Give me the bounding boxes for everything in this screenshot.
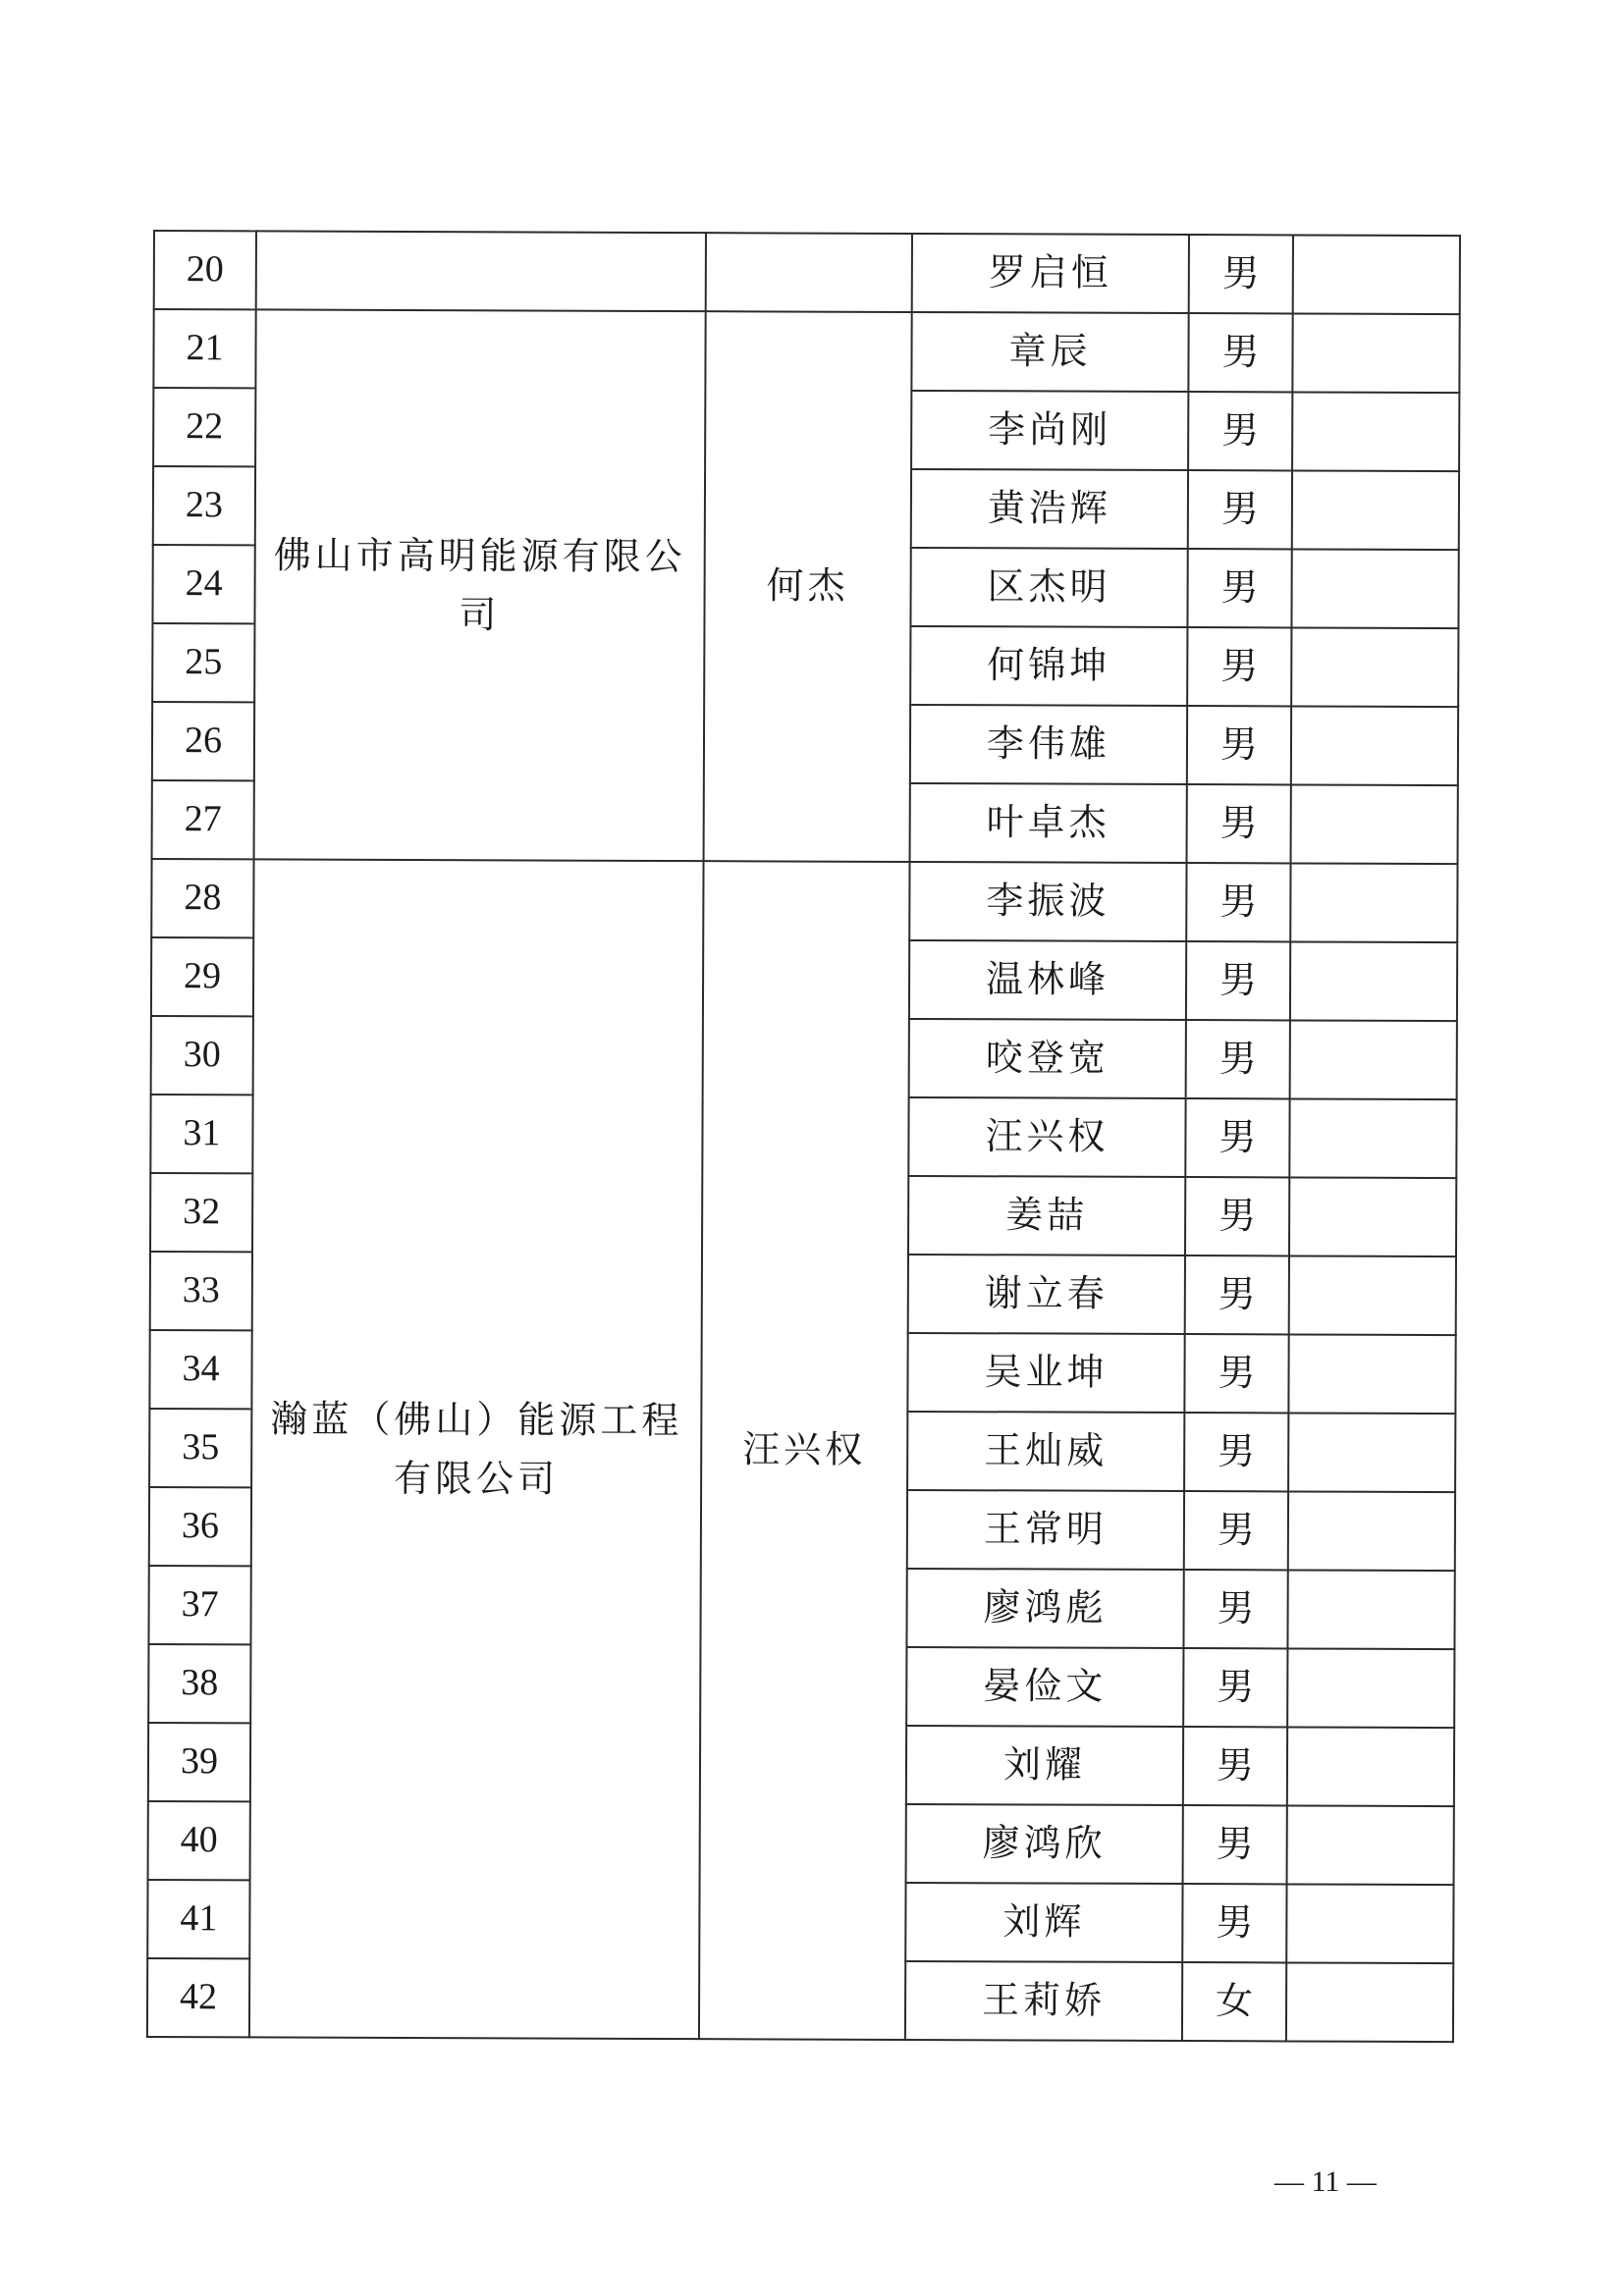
gender-cell: 男 xyxy=(1182,1884,1286,1962)
table-row xyxy=(151,859,1457,942)
gender-cell: 男 xyxy=(1184,1491,1288,1570)
remark-cell xyxy=(1287,1648,1454,1728)
name-cell: 刘辉 xyxy=(905,1883,1182,1962)
gender-cell: 男 xyxy=(1183,1727,1287,1805)
leader-cell: 何杰 xyxy=(704,311,912,862)
remark-cell xyxy=(1287,1727,1454,1806)
name-cell: 廖鸿欣 xyxy=(906,1804,1183,1884)
gender-cell: 男 xyxy=(1186,863,1290,941)
remark-cell xyxy=(1291,706,1458,785)
name-cell: 叶卓杰 xyxy=(910,783,1187,863)
name-cell: 晏俭文 xyxy=(906,1647,1183,1727)
name-cell: 刘耀 xyxy=(906,1726,1183,1805)
leader-cell: 汪兴权 xyxy=(699,861,910,2040)
row-number: 23 xyxy=(153,466,255,545)
table-body xyxy=(147,231,1460,2042)
gender-cell: 女 xyxy=(1182,1962,1286,2041)
name-cell: 王莉娇 xyxy=(905,1961,1182,2041)
gender-cell: 男 xyxy=(1187,706,1291,784)
row-number: 40 xyxy=(148,1801,250,1880)
remark-cell xyxy=(1292,313,1459,393)
name-cell: 谢立春 xyxy=(908,1255,1185,1334)
remark-cell xyxy=(1288,1334,1455,1414)
name-cell: 李尚刚 xyxy=(911,391,1188,470)
name-cell: 廖鸿彪 xyxy=(906,1569,1183,1648)
remark-cell xyxy=(1290,863,1457,942)
name-cell: 区杰明 xyxy=(910,548,1187,627)
remark-cell xyxy=(1287,1570,1454,1649)
gender-cell: 男 xyxy=(1189,235,1293,313)
row-number: 39 xyxy=(148,1723,250,1801)
row-number: 37 xyxy=(148,1566,250,1644)
remark-cell xyxy=(1287,1805,1454,1885)
gender-cell: 男 xyxy=(1185,1098,1289,1177)
row-number: 32 xyxy=(150,1173,252,1252)
gender-cell: 男 xyxy=(1187,784,1291,863)
leader-cell xyxy=(706,233,912,312)
row-number: 28 xyxy=(151,859,253,937)
name-cell: 罗启恒 xyxy=(912,234,1189,313)
remark-cell xyxy=(1286,1962,1453,2042)
remark-cell xyxy=(1289,1098,1456,1178)
gender-cell: 男 xyxy=(1183,1648,1287,1727)
row-number: 33 xyxy=(150,1252,252,1330)
remark-cell xyxy=(1293,235,1460,314)
page-number: — 11 — xyxy=(1274,2165,1377,2198)
name-cell: 章辰 xyxy=(911,312,1188,392)
table-row xyxy=(153,309,1459,393)
name-cell: 李振波 xyxy=(909,862,1186,941)
name-cell: 咬登宽 xyxy=(909,1019,1186,1098)
remark-cell xyxy=(1292,392,1459,471)
row-number: 31 xyxy=(150,1095,252,1173)
remark-cell xyxy=(1288,1491,1455,1571)
remark-cell xyxy=(1292,470,1459,550)
remark-cell xyxy=(1291,784,1458,864)
remark-cell xyxy=(1286,1884,1453,1963)
unit-cell: 佛山市高明能源有限公司 xyxy=(254,309,706,861)
row-number: 29 xyxy=(151,937,253,1016)
row-number: 21 xyxy=(153,309,255,388)
row-number: 41 xyxy=(147,1880,249,1958)
remark-cell xyxy=(1291,627,1458,707)
gender-cell: 男 xyxy=(1188,470,1292,549)
gender-cell: 男 xyxy=(1185,1255,1289,1334)
name-cell: 李伟雄 xyxy=(910,705,1187,784)
unit-cell: 瀚蓝（佛山）能源工程有限公司 xyxy=(249,859,704,2039)
row-number: 34 xyxy=(149,1330,251,1409)
row-number: 25 xyxy=(152,623,254,702)
row-number: 42 xyxy=(147,1958,249,2037)
row-number: 38 xyxy=(148,1644,250,1723)
gender-cell: 男 xyxy=(1187,549,1291,627)
table-row xyxy=(154,231,1460,314)
remark-cell xyxy=(1288,1413,1455,1492)
gender-cell: 男 xyxy=(1188,392,1292,470)
staff-table xyxy=(146,230,1461,2043)
remark-cell xyxy=(1291,549,1458,628)
row-number: 36 xyxy=(149,1487,251,1566)
remark-cell xyxy=(1289,1177,1456,1256)
gender-cell: 男 xyxy=(1184,1413,1288,1491)
gender-cell: 男 xyxy=(1184,1334,1288,1413)
gender-cell: 男 xyxy=(1187,627,1291,706)
row-number: 20 xyxy=(154,231,256,309)
row-number: 27 xyxy=(152,780,254,859)
row-number: 24 xyxy=(152,545,254,623)
gender-cell: 男 xyxy=(1186,1020,1290,1098)
gender-cell: 男 xyxy=(1183,1570,1287,1648)
name-cell: 何锦坤 xyxy=(910,626,1187,706)
gender-cell: 男 xyxy=(1186,941,1290,1020)
gender-cell: 男 xyxy=(1183,1805,1287,1884)
name-cell: 姜喆 xyxy=(908,1176,1185,1255)
row-number: 30 xyxy=(151,1016,253,1095)
remark-cell xyxy=(1290,941,1457,1021)
remark-cell xyxy=(1289,1255,1456,1335)
gender-cell: 男 xyxy=(1185,1177,1289,1255)
row-number: 26 xyxy=(152,702,254,780)
name-cell: 吴业坤 xyxy=(907,1333,1184,1413)
name-cell: 温林峰 xyxy=(909,940,1186,1020)
gender-cell: 男 xyxy=(1188,313,1292,392)
row-number: 35 xyxy=(149,1409,251,1487)
name-cell: 黄浩辉 xyxy=(911,469,1188,549)
unit-cell xyxy=(256,231,706,311)
name-cell: 汪兴权 xyxy=(908,1097,1185,1177)
row-number: 22 xyxy=(153,388,255,466)
name-cell: 王常明 xyxy=(907,1490,1184,1570)
remark-cell xyxy=(1290,1020,1457,1099)
name-cell: 王灿威 xyxy=(907,1412,1184,1491)
